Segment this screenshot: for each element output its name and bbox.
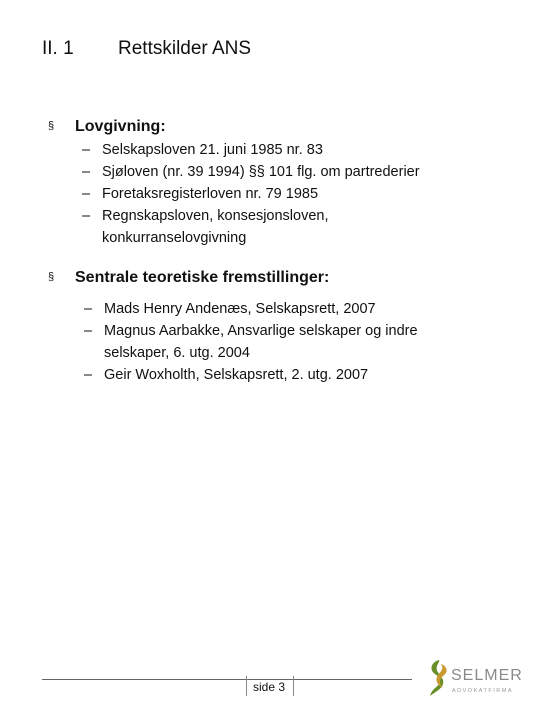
section-bullet: § xyxy=(48,271,55,283)
section-heading: Sentrale teoretiske fremstillinger: xyxy=(75,269,330,286)
svg-text:SELMER: SELMER xyxy=(451,667,523,684)
slide-title: Rettskilder ANS xyxy=(118,38,252,59)
svg-text:ADVOKATFIRMA: ADVOKATFIRMA xyxy=(452,688,513,694)
section-bullet: § xyxy=(48,120,55,132)
section-heading: Lovgivning: xyxy=(75,118,166,135)
page-number: side 3 xyxy=(252,680,286,694)
slide-number: II. 1 xyxy=(42,38,74,59)
logo-mark-icon xyxy=(430,660,447,696)
selmer-logo xyxy=(425,656,525,700)
footer-divider xyxy=(42,679,412,680)
